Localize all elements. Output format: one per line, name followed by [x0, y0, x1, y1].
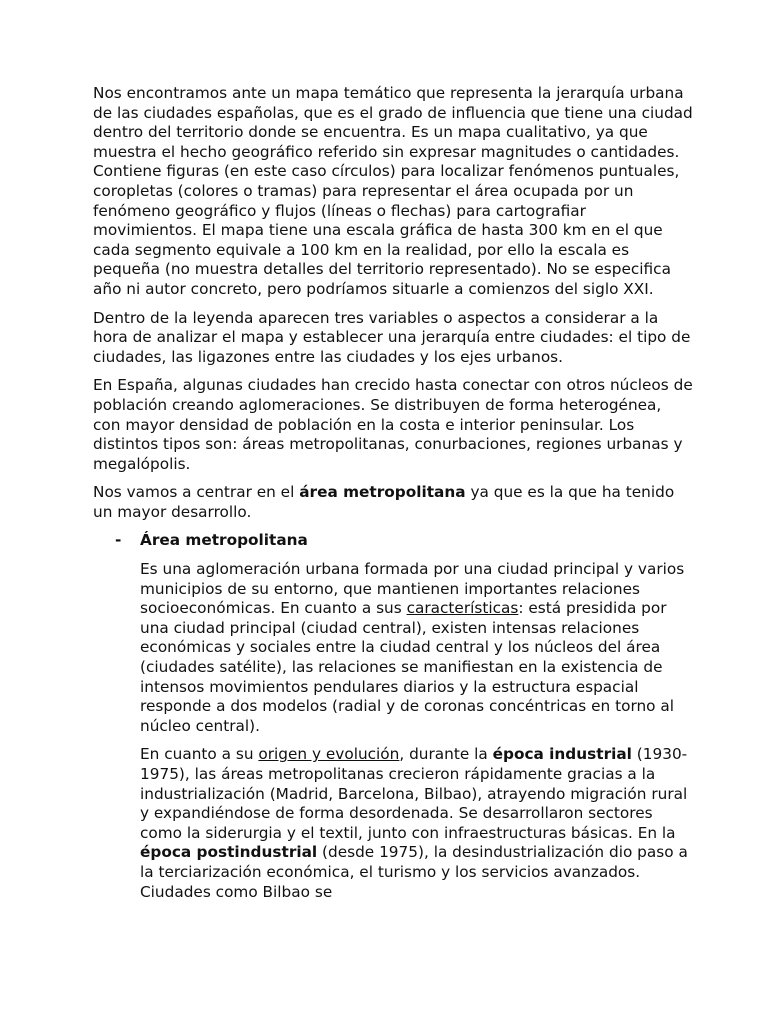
paragraph-evolution-bold2: época postindustrial [140, 843, 318, 862]
paragraph-focus-bold: área metropolitana [299, 483, 466, 502]
paragraph-definition-underline: características [406, 599, 519, 618]
paragraph-evolution-part2: , durante la [399, 745, 493, 764]
list-bullet: - [115, 531, 122, 550]
paragraph-evolution [140, 745, 693, 902]
paragraph-evolution-part1: En cuanto a su [140, 745, 259, 764]
paragraph-legend: Dentro de la leyenda aparecen tres variables o aspectos a considerar a la hora de analizar el mapa y establecer una jerarquía entre ciudades: el tipo de ciudades, las ligazones entre las ciudades y los ejes urbanos. [93, 308, 691, 366]
list-item [93, 531, 693, 551]
paragraph-definition-after: : está presidida por una ciudad principal (ciudad central), existen intensas relaciones económicas y sociales entre la ciudad central y los núcleos del área (ciudades satélite), las relaciones se manifiestan en la existencia de intensos movimientos pendulares diarios y la estructura espacial responde a dos modelos (radial y de coronas concéntricas en torno al núcleo central). [140, 599, 675, 735]
paragraph-agglomerations: En España, algunas ciudades han crecido hasta conectar con otros núcleos de población creando aglomeraciones. Se distribuyen de forma heterogénea, con mayor densidad de población en la costa e interior peninsular. Los distintos tipos son: áreas metropolitanas, conurbaciones, regiones urbanas y megalópolis. [93, 376, 693, 473]
paragraph-intro: Nos encontramos ante un mapa temático que representa la jerarquía urbana de las ciudades españolas, que es el grado de influencia que tiene una ciudad dentro del territorio donde se encuentra. Es un mapa cualitativo, ya que muestra el hecho geográfico referido sin expresar magnitudes o cantidades. Contiene figuras (en este caso círculos) para localizar fenómenos puntuales, coropletas (colores o tramas) para representar el área ocupada por un fenómeno geográfico y flujos (líneas o flechas) para cartografiar movimientos. El mapa tiene una escala gráfica de hasta 300 km en el que cada segmento equivale a 100 km en la realidad, por ello la escala es pequeña (no muestra detalles del territorio representado). No se especifica año ni autor concreto, pero podríamos situarle a comienzos del siglo XXI. [93, 84, 693, 298]
paragraph-evolution-underline: origen y evolución [258, 745, 400, 764]
paragraph-focus-text-after: ya que es la que ha tenido un mayor desarrollo. [93, 483, 675, 521]
paragraph-focus [93, 483, 693, 522]
paragraph-evolution-part4: (desde 1975), la desindustrialización dio paso a la terciarización económica, el turismo y los servicios avanzados. Ciudades como Bilbao se [140, 843, 688, 901]
paragraph-definition [140, 560, 693, 736]
list-item-title: Área metropolitana [140, 531, 308, 550]
paragraph-definition-before: Es una aglomeración urbana formada por una ciudad principal y varios municipios de su entorno, que mantienen importantes relaciones socioeconómicas. En cuanto a sus [140, 560, 685, 618]
document-page [93, 84, 693, 911]
paragraph-evolution-part3: (1930-1975), las áreas metropolitanas crecieron rápidamente gracias a la industrialización (Madrid, Barcelona, Bilbao), atrayendo migración rural y expandiéndose de forma desordenada. Se desarrollaron sectores como la siderurgia y el textil, junto con infraestructuras básicas. En la [140, 745, 688, 842]
paragraph-evolution-bold1: época industrial [492, 745, 632, 764]
paragraph-focus-text-before: Nos vamos a centrar en el [93, 483, 300, 502]
